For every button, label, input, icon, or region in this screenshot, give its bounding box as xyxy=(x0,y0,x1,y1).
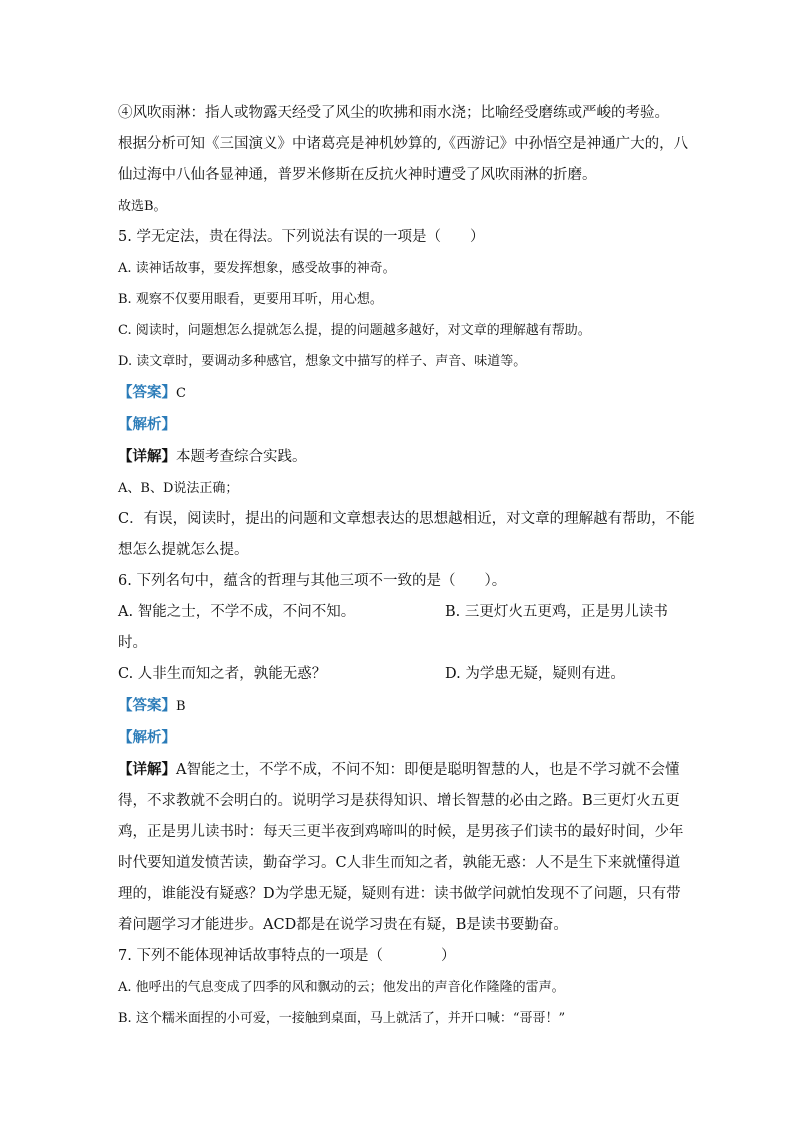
detail-line: 想怎么提就怎么提。 xyxy=(118,542,249,558)
analysis-tag: 【解析】 xyxy=(118,416,176,433)
detail-line: 时代要知道发愤苦读，勤奋学习。C人非生而知之者，孰能无惑：人不是生下来就懂得道 xyxy=(118,855,681,871)
text-line: ④风吹雨淋：指人或物露天经受了风尘的吹拂和雨水浇；比喻经受磨练或严峻的考验。 xyxy=(118,105,669,121)
answer-value: B xyxy=(176,699,186,714)
text-line: 根据分析可知《三国演义》中诸葛亮是神机妙算的,《西游记》中孙悟空是神通广大的，八 xyxy=(118,136,689,152)
question-6-stem: 6. 下列名句中，蕴含的哲理与其他三项不一致的是（ ）。 xyxy=(118,573,507,589)
detail-line: 理的，谁能没有疑惑？D为学患无疑，疑则有进：读书做学问就怕发现不了问题，只有带 xyxy=(118,886,681,902)
detail-line: 鸡，正是男儿读书时：每天三更半夜到鸡啼叫的时候，是男孩子们读书的最好时间，少年 xyxy=(118,824,684,840)
answer-tag: 【答案】 xyxy=(118,697,176,714)
conclusion-line: 故选B。 xyxy=(118,199,167,214)
question-6-options-row xyxy=(118,659,678,690)
detail-line: C．有误，阅读时，提出的问题和文章想表达的思想越相近，对文章的理解越有帮助，不能 xyxy=(118,511,695,527)
text-line: 仙过海中八仙各显神通，普罗米修斯在反抗火神时遭受了风吹雨淋的折磨。 xyxy=(118,167,597,183)
question-6-detail xyxy=(118,754,678,786)
question-7-stem: 7. 下列不能体现神话故事特点的一项是（ ） xyxy=(118,948,456,964)
detail-line: A、B、D说法正确； xyxy=(118,481,239,496)
question-5-option-d: D. 读文章时，要调动多种感官，想象文中描写的样子、声音、味道等。 xyxy=(118,354,527,369)
detail-tag: 【详解】 xyxy=(118,448,176,465)
question-6-option-b-cont: 时。 xyxy=(118,635,147,651)
detail-text: 本题考查综合实践。 xyxy=(176,449,307,465)
question-5-option-a: A. 读神话故事，要发挥想象，感受故事的神奇。 xyxy=(118,261,396,276)
question-6-option-c: C. 人非生而知之者，孰能无惑？ xyxy=(118,666,327,682)
question-7-option-a: A. 他呼出的气息变成了四季的风和飘动的云；他发出的声音化作隆隆的雷声。 xyxy=(118,980,565,995)
question-6-options-row xyxy=(118,597,678,628)
detail-text: A智能之士，不学不成，不问不知：即便是聪明智慧的人，也是不学习就不会懂 xyxy=(176,762,680,778)
question-7-option-b: B. 这个糯米面捏的小可爱，一接触到桌面，马上就活了，并开口喊：“哥哥！” xyxy=(118,1011,566,1026)
analysis-tag: 【解析】 xyxy=(118,729,176,746)
document-body xyxy=(118,98,695,1034)
question-6-option-d: D. 为学患无疑，疑则有进。 xyxy=(445,666,625,682)
question-5-detail xyxy=(118,441,678,473)
detail-line: 着问题学习才能进步。ACD都是在说学习贵在有疑，B是读书要勤奋。 xyxy=(118,917,568,933)
detail-tag: 【详解】 xyxy=(118,761,176,778)
question-5-option-c: C. 阅读时，问题想怎么提就怎么提，提的问题越多越好，对文章的理解越有帮助。 xyxy=(118,323,591,338)
answer-tag: 【答案】 xyxy=(118,384,176,401)
question-6-option-b: B. 三更灯火五更鸡，正是男儿读书 xyxy=(445,604,668,620)
answer-value: C xyxy=(176,386,186,401)
question-5-analysis xyxy=(118,409,678,441)
question-5-option-b: B. 观察不仅要用眼看，更要用耳听，用心想。 xyxy=(118,292,383,307)
question-5-answer xyxy=(118,377,678,409)
question-6-option-a: A. 智能之士，不学不成，不问不知。 xyxy=(118,604,356,620)
question-5-stem: 5. 学无定法，贵在得法。下列说法有误的一项是（ ） xyxy=(118,229,485,245)
question-6-analysis xyxy=(118,722,678,754)
detail-line: 得，不求教就不会明白的。说明学习是获得知识、增长智慧的必由之路。B三更灯火五更 xyxy=(118,793,680,809)
question-6-answer xyxy=(118,690,678,722)
